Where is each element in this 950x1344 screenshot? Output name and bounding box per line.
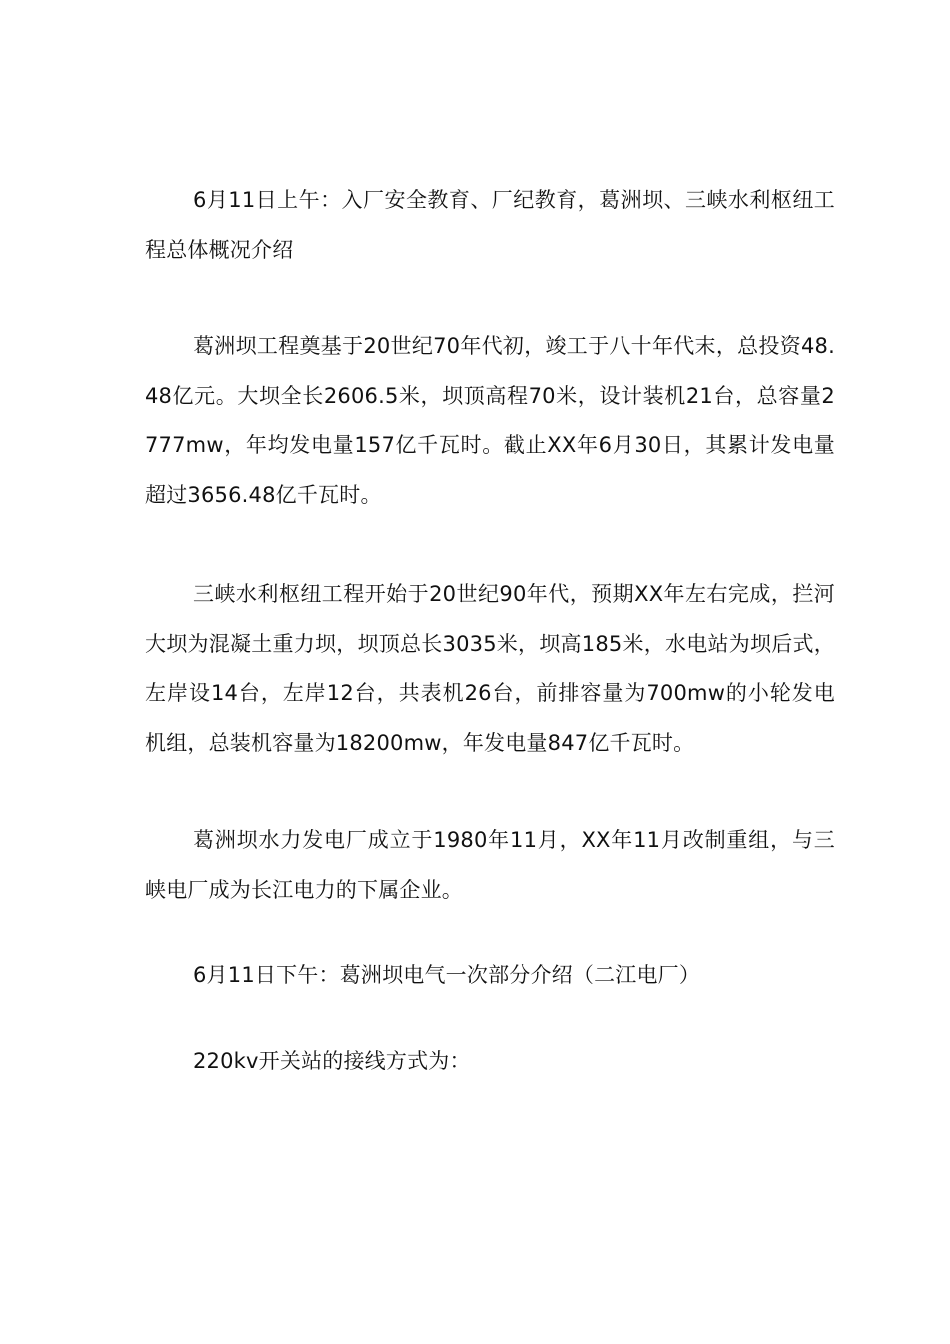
paragraph-power-plant-history: 葛洲坝水力发电厂成立于1980年11月，XX年11月改制重组，与三峡电厂成为长江电力的下属企业。 (145, 828, 835, 902)
paragraph-gezhouba-overview: 葛洲坝工程奠基于20世纪70年代初，竣工于八十年代末，总投资48.48亿元。大坝全长2606.5米，坝顶高程70米，设计装机21台，总容量2777mw，年均发电量157亿千瓦时。截止XX年6月30日，其累计发电量超过3656.48亿千瓦时。 (145, 334, 835, 507)
paragraph-morning-session: 6月11日上午：入厂安全教育、厂纪教育，葛洲坝、三峡水利枢纽工程总体概况介绍 (145, 188, 835, 262)
document-body (145, 176, 835, 1086)
paragraph-switchyard-wiring: 220kv开关站的接线方式为： (193, 1048, 471, 1073)
paragraph-three-gorges-overview: 三峡水利枢纽工程开始于20世纪90年代，预期XX年左右完成，拦河大坝为混凝土重力坝，坝顶总长3035米，坝高185米，水电站为坝后式，左岸设14台，左岸12台，共表机26台，前排容量为700mw的小轮发电机组，总装机容量为18200mw，年发电量847亿千瓦时。 (145, 582, 835, 755)
paragraph-afternoon-session: 6月11日下午：葛洲坝电气一次部分介绍（二江电厂） (193, 963, 701, 987)
